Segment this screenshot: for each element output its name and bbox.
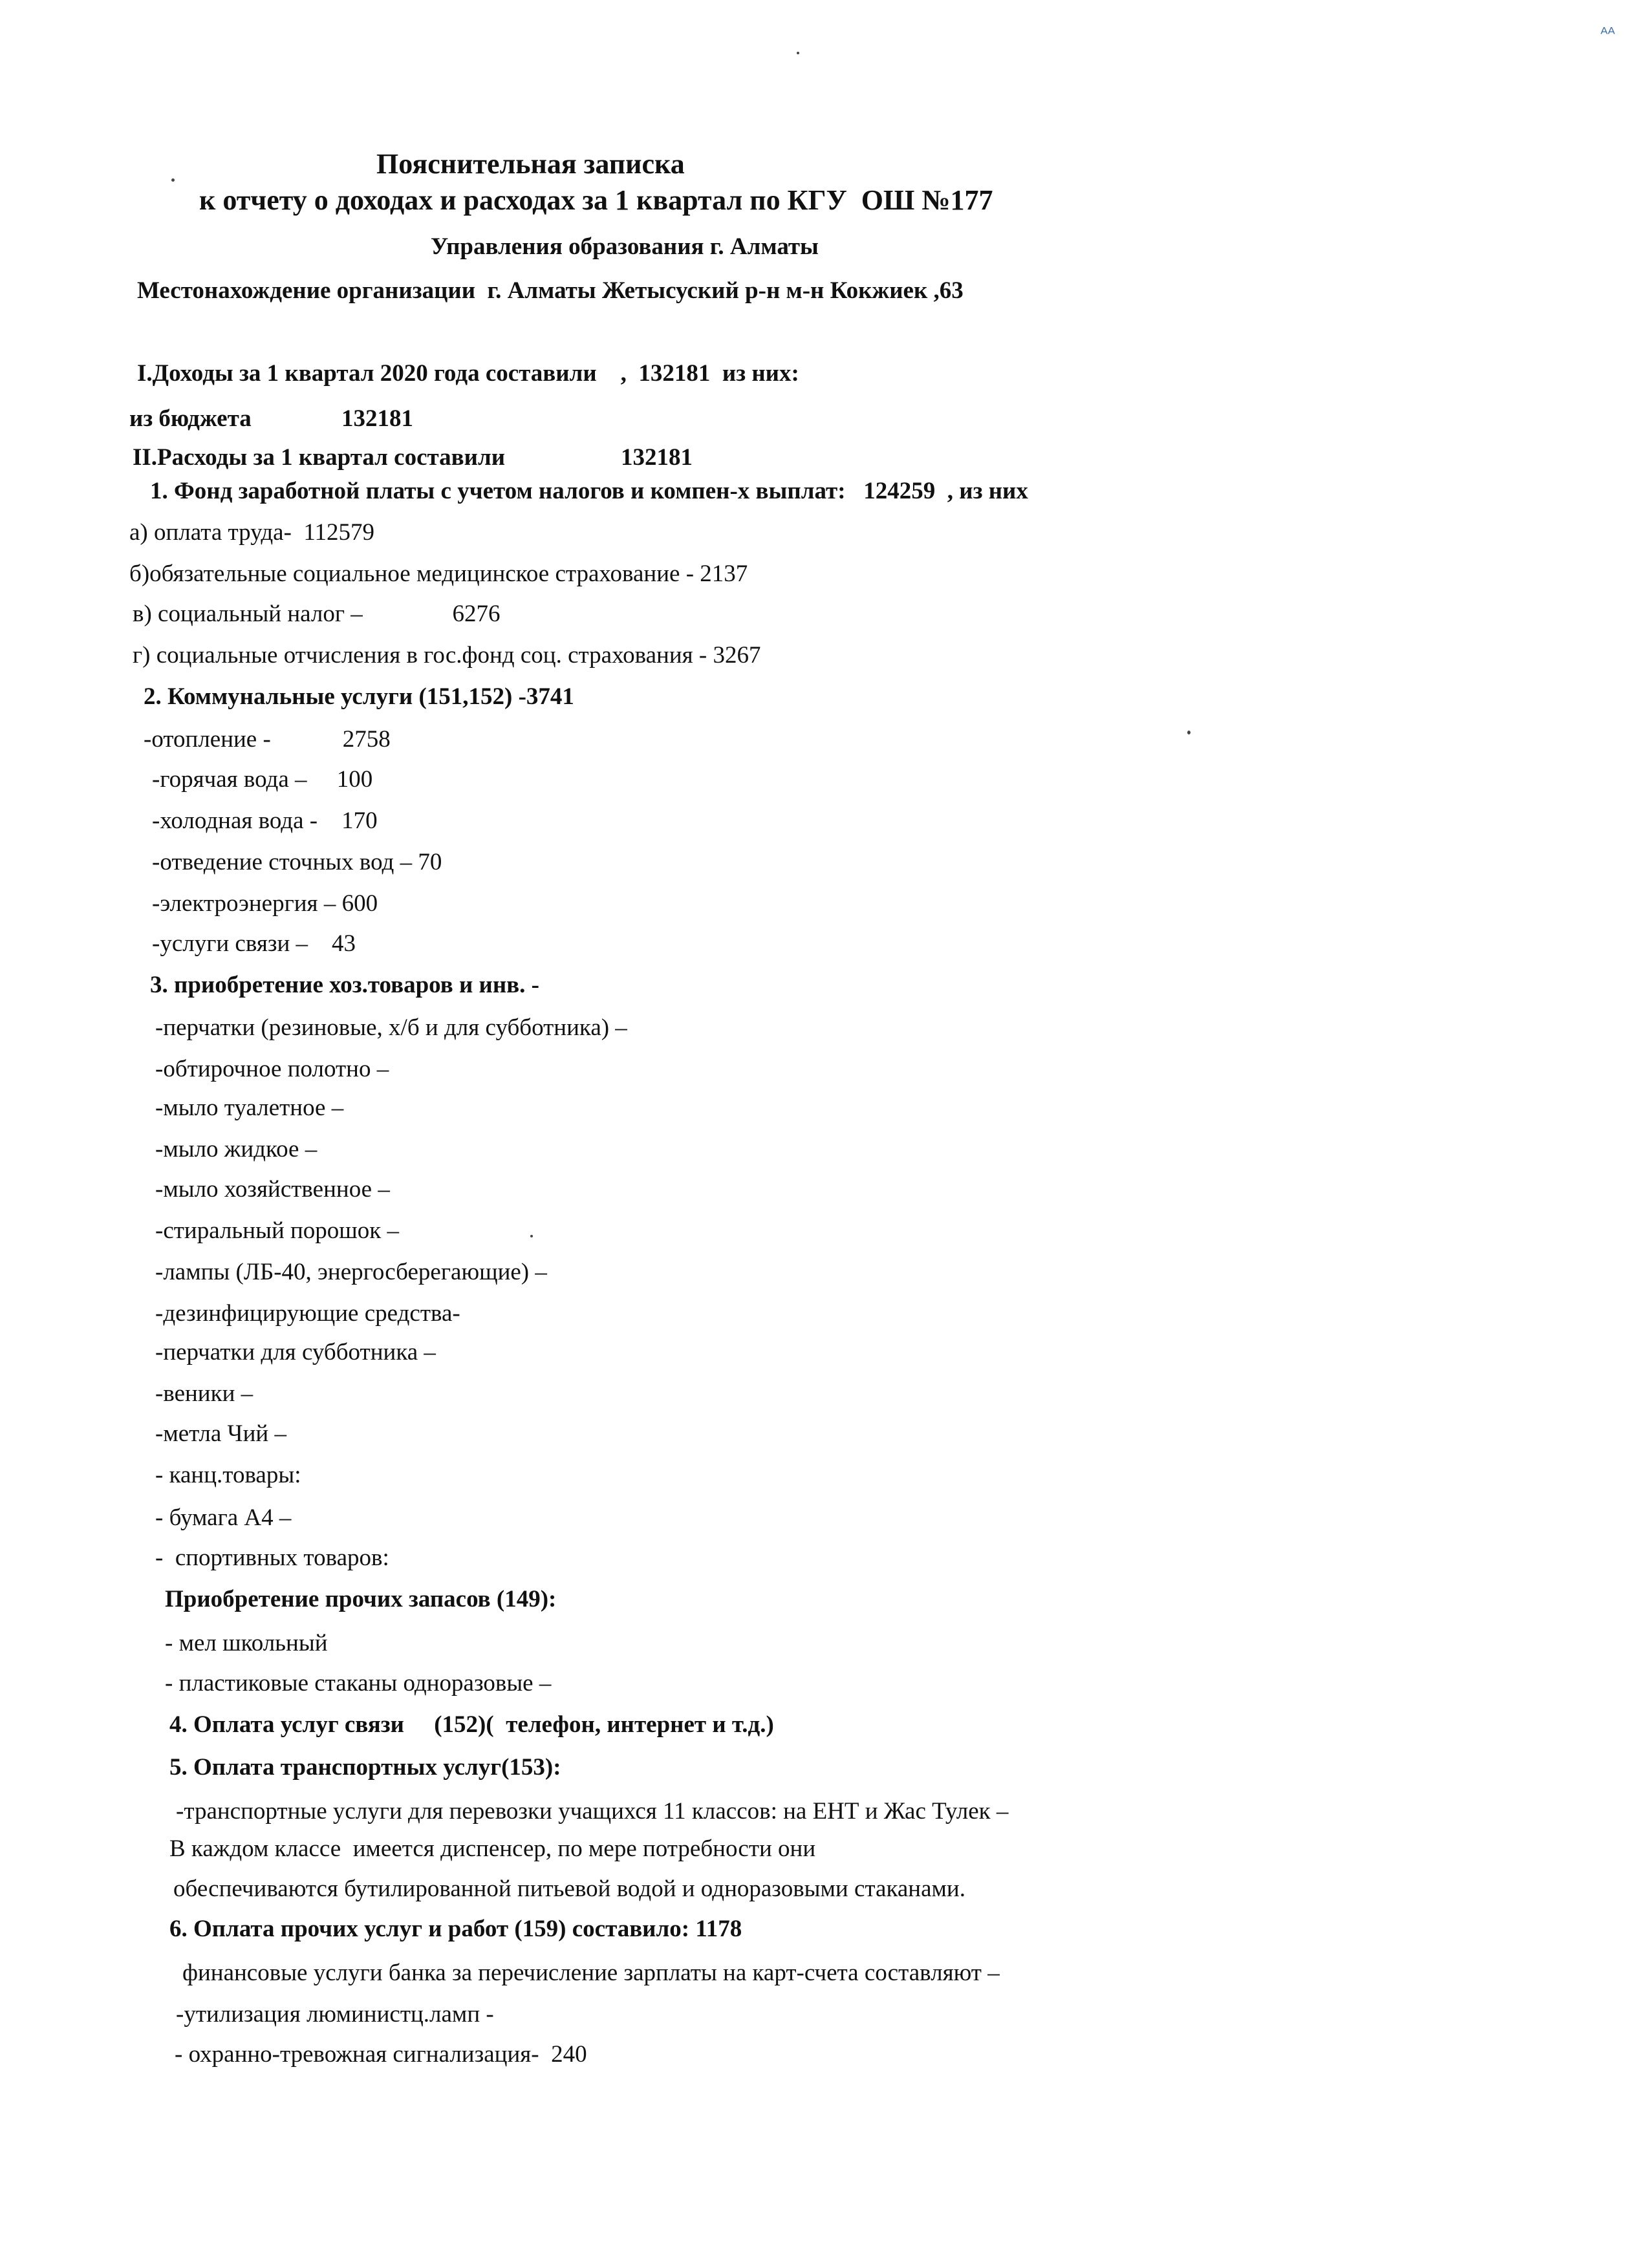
item-line: -отведение сточных вод – 70 xyxy=(152,849,442,875)
item-line: - бумага А4 – xyxy=(155,1504,292,1531)
item-line: -утилизация люминистц.ламп - xyxy=(176,2001,494,2027)
section-heading: 1. Фонд заработной платы с учетом налогов и компен-х выплат: 124259 , из них xyxy=(150,478,1028,504)
item-line: -отопление - 2758 xyxy=(144,726,391,753)
item-line: - пластиковые стаканы одноразовые – xyxy=(165,1670,552,1696)
section-heading: 5. Оплата транспортных услуг(153): xyxy=(169,1754,561,1781)
item-line: г) социальные отчисления в гос.фонд соц. страхования - 3267 xyxy=(133,642,761,669)
expenses-label: II.Расходы за 1 квартал составили xyxy=(133,444,506,471)
page-subtitle: к отчету о доходах и расходах за 1 квартал по КГУ ОШ №177 xyxy=(199,184,993,216)
item-line: в) социальный налог – 6276 xyxy=(133,601,501,627)
item-line: - спортивных товаров: xyxy=(155,1545,389,1571)
item-line: - канц.товары: xyxy=(155,1462,301,1488)
scan-speck xyxy=(530,1235,533,1237)
from-budget-label: из бюджета xyxy=(129,405,252,432)
section-heading: Приобретение прочих запасов (149): xyxy=(165,1586,557,1612)
item-line: -обтирочное полотно – xyxy=(155,1056,389,1082)
section-heading: 4. Оплата услуг связи (152)( телефон, интернет и т.д.) xyxy=(169,1711,774,1738)
item-line: -перчатки (резиновые, х/б и для субботника) – xyxy=(155,1014,627,1041)
page-title: Пояснительная записка xyxy=(376,148,685,180)
scan-speck xyxy=(797,52,799,54)
item-line: -горячая вода – 100 xyxy=(152,766,373,793)
item-line: - мел школьный xyxy=(165,1630,328,1656)
item-line: -перчатки для субботника – xyxy=(155,1339,436,1365)
item-line: а) оплата труда- 112579 xyxy=(129,519,375,546)
item-line: -транспортные услуги для перевозки учащихся 11 классов: на ЕНТ и Жас Тулек – xyxy=(176,1798,1009,1824)
item-line: -холодная вода - 170 xyxy=(152,808,378,834)
section-heading: 3. приобретение хоз.товаров и инв. - xyxy=(150,972,539,998)
item-line: -мыло туалетное – xyxy=(155,1095,344,1121)
item-line: -электроэнергия – 600 xyxy=(152,890,378,917)
item-line: -веники – xyxy=(155,1380,253,1407)
department-line: Управления образования г. Алматы xyxy=(431,233,819,260)
scan-speck xyxy=(1187,731,1191,734)
item-line: -дезинфицирующие средства- xyxy=(155,1300,460,1327)
item-line: В каждом классе имеется диспенсер, по мере потребности они xyxy=(169,1835,816,1862)
item-line: -лампы (ЛБ-40, энергосберегающие) – xyxy=(155,1259,547,1285)
item-line: б)обязательные социальное медицинское страхование - 2137 xyxy=(129,561,748,587)
expenses-value: 132181 xyxy=(621,444,693,471)
item-line: -стиральный порошок – xyxy=(155,1217,400,1244)
item-line: обеспечиваются бутилированной питьевой водой и одноразовыми стаканами. xyxy=(173,1876,965,1902)
item-line: - охранно-тревожная сигнализация- 240 xyxy=(175,2041,587,2068)
section-heading: 6. Оплата прочих услуг и работ (159) составило: 1178 xyxy=(169,1916,742,1942)
location-line: Местонахождение организации г. Алматы Жетысуский р-н м-н Кокжиек ,63 xyxy=(137,277,964,304)
section-heading: 2. Коммунальные услуги (151,152) -3741 xyxy=(144,683,574,710)
scan-mark: ᴬᴬ xyxy=(1600,25,1615,44)
scan-speck xyxy=(171,178,175,182)
income-line: I.Доходы за 1 квартал 2020 года составили , 132181 из них: xyxy=(137,360,799,387)
item-line: финансовые услуги банка за перечисление зарплаты на карт-счета составляют – xyxy=(182,1960,1000,1986)
item-line: -мыло жидкое – xyxy=(155,1136,318,1162)
item-line: -метла Чий – xyxy=(155,1420,286,1447)
from-budget-value: 132181 xyxy=(341,405,413,432)
item-line: -мыло хозяйственное – xyxy=(155,1176,390,1203)
item-line: -услуги связи – 43 xyxy=(152,930,356,957)
